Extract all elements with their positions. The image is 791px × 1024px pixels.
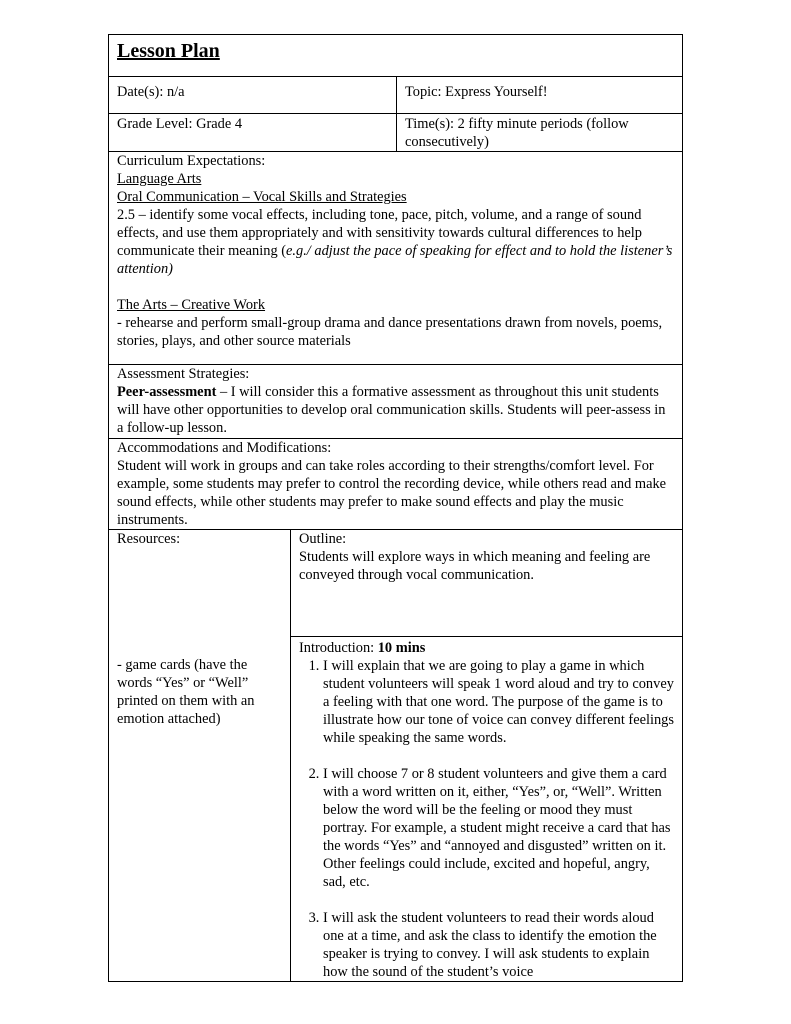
outline-heading: Outline: [299, 531, 347, 547]
outline-cell [291, 530, 683, 637]
resources-heading: Resources: [117, 531, 181, 547]
time-text: Time(s): 2 fifty minute periods (follow consecutively) [405, 116, 629, 150]
curriculum-heading: Curriculum Expectations: [117, 153, 266, 169]
introduction-cell [291, 637, 683, 982]
arts-heading: The Arts – Creative Work [117, 297, 266, 313]
step-item: 3. I will ask the student volunteers to read their words aloud one at a time, and ask the class to identify the emotion the speaker is trying to convey. I will ask students to explain how the sound of the student’s voice [323, 909, 674, 981]
dates-text: Date(s): n/a [117, 84, 185, 100]
grade-text: Grade Level: Grade 4 [117, 116, 243, 132]
accommodations-heading: Accommodations and Modifications: [117, 440, 332, 456]
curriculum-subject: Language Arts [117, 171, 202, 187]
outline-text: Students will explore ways in which meaning and feeling are conveyed through vocal communication. [299, 549, 651, 583]
topic-cell [397, 77, 683, 114]
step-item: 1. I will explain that we are going to play a game in which student volunteers will speak 1 word aloud and try to convey a feeling with that one word. The purpose of the game is to illustrate how our tone of voice can convey different feelings while speaking the same words. [323, 657, 674, 747]
assessment-cell [109, 365, 683, 439]
arts-text: - rehearse and perform small-group drama and dance presentations drawn from novels, poems, stories, plays, and other source materials [117, 315, 663, 349]
assessment-label: Peer-assessment [117, 384, 217, 400]
expectation-text: 2.5 – identify some vocal effects, including tone, pace, pitch, volume, and a range of sound effects, and use them appropriately and with sensitivity towards cultural differences to help communicate their meaning ( [117, 207, 642, 259]
dates-cell [109, 77, 397, 114]
curriculum-cell [109, 152, 683, 365]
topic-text: Topic: Express Yourself! [405, 84, 548, 100]
resources-cell [109, 530, 291, 982]
introduction-steps [299, 657, 674, 981]
curriculum-strand: Oral Communication – Vocal Skills and Strategies [117, 189, 407, 205]
assessment-text [117, 383, 674, 437]
accommodations-text: Student will work in groups and can take roles according to their strengths/comfort level. For example, some students may prefer to control the recording device, while others read and make sound effects, while other students may prefer to make sound effects and play the music instruments. [117, 458, 667, 528]
introduction-heading [299, 639, 674, 657]
grade-cell [109, 114, 397, 152]
introduction-duration: 10 mins [377, 640, 426, 656]
resources-item: - game cards (have the words “Yes” or “Well” printed on them with an emotion attached) [117, 657, 255, 727]
assessment-heading: Assessment Strategies: [117, 366, 250, 382]
assessment-body: – I will consider this a formative assessment as throughout this unit students will have other opportunities to develop oral communication skills. Students will peer-assess in a follow-up lesson. [117, 384, 666, 436]
accommodations-cell [109, 439, 683, 530]
lesson-plan-table [108, 34, 683, 982]
time-cell [397, 114, 683, 152]
page-title: Lesson Plan [117, 40, 220, 62]
curriculum-expectation [117, 206, 674, 278]
step-item: 2. I will choose 7 or 8 student volunteers and give them a card with a word written on it, either, “Yes”, or, “Well”. Written below the word will be the feeling or mood they must portray. For example, a student might receive a card that has the words “Yes” and “annoyed and disgusted” written on it. Other feelings could include, excited and hopeful, angry, sad, etc. [323, 765, 674, 891]
title-cell [109, 35, 683, 77]
introduction-label: Introduction: [299, 640, 378, 656]
expectation-example: e.g./ adjust the pace of speaking for effect and to hold the listener’s attention) [117, 243, 673, 277]
